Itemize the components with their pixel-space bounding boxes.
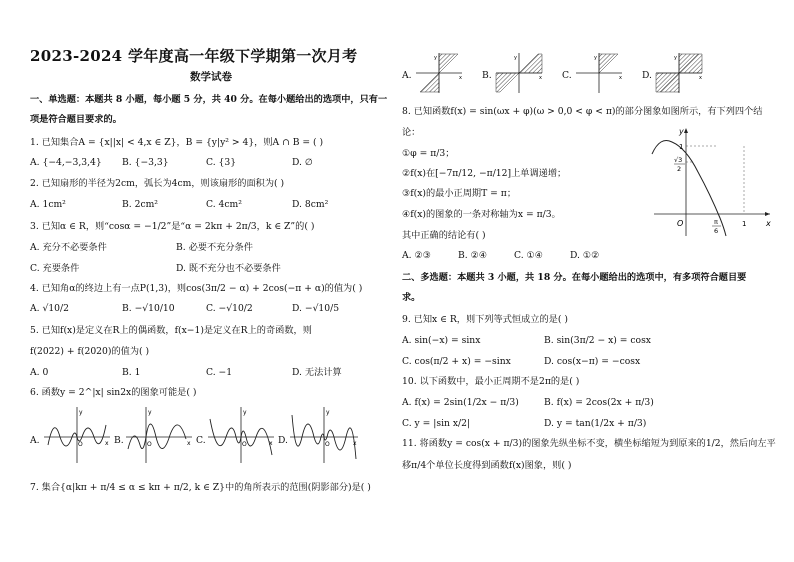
q3-option-d[interactable]: D. 既不充分也不必要条件	[176, 263, 281, 274]
q5-stem: 5. 已知f(x)是定义在R上的偶函数，f(x−1)是定义在R上的奇函数，则	[30, 325, 312, 336]
q5-option-a[interactable]: A. 0	[30, 367, 49, 378]
axis-y-label: y	[674, 55, 677, 61]
tick-x-pi-den: 6	[714, 227, 719, 235]
q3-stem: 3. 已知α ∈ R，则“cosα = −1/2”是“α = 2kπ + 2π/3，k ∈ Z”的( )	[30, 221, 315, 232]
shaded-region	[420, 73, 439, 92]
axis-x-label: x	[269, 440, 273, 447]
y-arrow	[684, 128, 688, 133]
q4-stem: 4. 已知角α的终边上有一点P(1,3)，则cos(3π/2 − α) + 2cos(−π + α)的值为( )	[30, 283, 363, 294]
q8-function-graph	[650, 122, 775, 240]
origin-label: O	[147, 441, 152, 448]
axis-y-label: y	[514, 55, 517, 61]
q7-graph-c[interactable]	[574, 52, 624, 94]
q5-stem-cont: f(2022) + f(2020)的值为( )	[30, 346, 150, 357]
q4-option-b[interactable]: B. −√10/10	[122, 303, 175, 314]
q7-graph-b[interactable]	[494, 52, 544, 94]
q3-option-c[interactable]: C. 充要条件	[30, 263, 80, 274]
axis-x-label: x	[539, 75, 542, 81]
q7-option-a[interactable]: A.	[402, 70, 412, 81]
tick-x-1: 1	[742, 220, 747, 228]
q7-stem: 7. 集合{α|kπ + π/4 ≤ α ≤ kπ + π/2, k ∈ Z}中的角所表示的范围(阴影部分)是( )	[30, 482, 371, 493]
q2-option-b[interactable]: B. 2cm²	[122, 199, 158, 210]
origin-label: O	[78, 441, 83, 448]
q7-graph-d[interactable]	[654, 52, 704, 94]
axis-y-label: y	[434, 55, 437, 61]
q5-option-c[interactable]: C. −1	[206, 367, 233, 378]
q5-option-b[interactable]: B. 1	[122, 367, 141, 378]
q6-option-c[interactable]: C.	[196, 435, 206, 446]
axis-y-label: y	[594, 55, 597, 61]
axis-y-label: y	[326, 409, 330, 416]
q8-stem-cont: 论：	[402, 127, 421, 138]
q2-option-c[interactable]: C. 4cm²	[206, 199, 242, 210]
q2-option-a[interactable]: A. 1cm²	[30, 199, 66, 210]
origin-label: O	[677, 219, 684, 228]
q3-option-b[interactable]: B. 必要不充分条件	[176, 242, 253, 253]
q3-option-a[interactable]: A. 充分不必要条件	[30, 242, 107, 253]
q8-option-b[interactable]: B. ②④	[458, 250, 488, 261]
q6-graph-a[interactable]	[42, 405, 112, 465]
section1-heading-cont: 项是符合题目要求的。	[30, 114, 122, 125]
q8-item-4: ④f(x)的图象的一条对称轴为x = π/3。	[402, 209, 561, 220]
axis-x-label: x	[353, 440, 357, 447]
q7-option-b[interactable]: B.	[482, 70, 492, 81]
q2-option-d[interactable]: D. 8cm²	[292, 199, 329, 210]
q8-option-c[interactable]: C. ①④	[514, 250, 544, 261]
q10-stem: 10. 以下函数中，最小正周期不是2π的是( )	[402, 376, 580, 387]
tick-y-1: 1	[679, 143, 684, 151]
axis-x-label: x	[619, 75, 622, 81]
q8-item-2: ②f(x)在[−7π/12, −π/12]上单调递增；	[402, 168, 567, 179]
q11-stem: 11. 将函数y = cos(x + π/3)的图象先纵坐标不变，横坐标缩短为到原来的1/2，然后向左平	[402, 438, 776, 449]
axis-x-label: x	[766, 219, 771, 228]
q8-option-d[interactable]: D. ①②	[570, 250, 600, 261]
q10-option-b[interactable]: B. f(x) = 2cos(2x + π/3)	[544, 397, 654, 408]
shaded-region	[439, 54, 458, 73]
tick-y-sqrt3: √3	[674, 156, 683, 164]
shaded-region	[519, 54, 542, 73]
q8-stem: 8. 已知函数f(x) = sin(ωx + φ)(ω > 0,0 < φ < π)的部分图象如图所示，有下列四个结	[402, 106, 763, 117]
q6-graph-d[interactable]	[288, 405, 360, 465]
q9-stem: 9. 已知x ∈ R，则下列等式恒成立的是( )	[402, 314, 568, 325]
q6b-curve	[128, 424, 186, 449]
q10-option-a[interactable]: A. f(x) = 2sin(1/2x − π/3)	[402, 397, 519, 408]
q4-option-d[interactable]: D. −√10/5	[292, 303, 340, 314]
q6-option-d[interactable]: D.	[278, 435, 288, 446]
q10-option-c[interactable]: C. y = |sin x/2|	[402, 418, 471, 429]
shaded-region	[599, 54, 618, 73]
q7-option-c[interactable]: C.	[562, 70, 572, 81]
q1-stem: 1. 已知集合A = {x||x| < 4,x ∈ Z}，B = {y|y² > 4}，则A ∩ B = ( )	[30, 137, 324, 148]
axis-x-label: x	[105, 440, 109, 447]
q9-option-a[interactable]: A. sin(−x) = sinx	[402, 335, 481, 346]
q5-option-d[interactable]: D. 无法计算	[292, 367, 342, 378]
origin-label: O	[242, 441, 247, 448]
q8-item-1: ①φ = π/3；	[402, 148, 455, 159]
tick-x-pi: π	[714, 218, 718, 226]
q8-conclusion: 其中正确的结论有( )	[402, 230, 486, 241]
section2-heading: 二、多选题：本题共 3 小题，共 18 分。在每小题给出的选项中，有多项符合题目要	[402, 272, 747, 283]
tick-y-sqrt3-den: 2	[677, 165, 682, 173]
axis-y-label: y	[243, 409, 247, 416]
q4-option-c[interactable]: C. −√10/2	[206, 303, 253, 314]
origin-label: O	[325, 441, 330, 448]
q6-stem: 6. 函数y = 2^|x| sin2x的图象可能是( )	[30, 387, 197, 398]
q6-option-b[interactable]: B.	[114, 435, 124, 446]
axis-x-label: x	[187, 440, 191, 447]
q1-option-a[interactable]: A. {−4,−3,3,4}	[30, 157, 102, 168]
q7-graph-a[interactable]	[414, 52, 464, 94]
axis-y-label: y	[679, 127, 684, 136]
x-arrow	[765, 212, 770, 216]
q11-stem-cont: 移π/4个单位长度得到函数f(x)图象，则( )	[402, 460, 572, 471]
q6-graph-b[interactable]	[124, 405, 194, 465]
q1-option-c[interactable]: C. {3}	[206, 157, 237, 168]
q9-option-c[interactable]: C. cos(π/2 + x) = −sinx	[402, 356, 511, 367]
q1-option-b[interactable]: B. {−3,3}	[122, 157, 169, 168]
q4-option-a[interactable]: A. √10/2	[30, 303, 69, 314]
q7-option-d[interactable]: D.	[642, 70, 652, 81]
axis-x-label: x	[699, 75, 702, 81]
q8-item-3: ③f(x)的最小正周期T = π；	[402, 188, 517, 199]
q10-option-d[interactable]: D. y = tan(1/2x + π/3)	[544, 418, 647, 429]
axis-y-label: y	[148, 409, 152, 416]
exam-title: 2023-2024 学年度高一年级下学期第一次月考	[30, 47, 358, 65]
q2-stem: 2. 已知扇形的半径为2cm，弧长为4cm，则该扇形的面积为( )	[30, 178, 285, 189]
q9-option-b[interactable]: B. sin(3π/2 − x) = cosx	[544, 335, 651, 346]
axis-x-label: x	[459, 75, 462, 81]
q6-option-a[interactable]: A.	[30, 435, 40, 446]
exam-subtitle: 数学试卷	[190, 71, 232, 83]
q6-graph-c[interactable]	[206, 405, 276, 465]
q1-option-d[interactable]: D. ∅	[292, 157, 313, 168]
section2-heading-cont: 求。	[402, 292, 421, 303]
shaded-region	[496, 73, 519, 92]
q8-option-a[interactable]: A. ②③	[402, 250, 431, 261]
section1-heading: 一、单选题：本题共 8 小题，每小题 5 分，共 40 分。在每小题给出的选项中，只有一	[30, 94, 388, 105]
q9-option-d[interactable]: D. cos(x−π) = −cosx	[544, 356, 641, 367]
axis-y-label: y	[79, 409, 83, 416]
